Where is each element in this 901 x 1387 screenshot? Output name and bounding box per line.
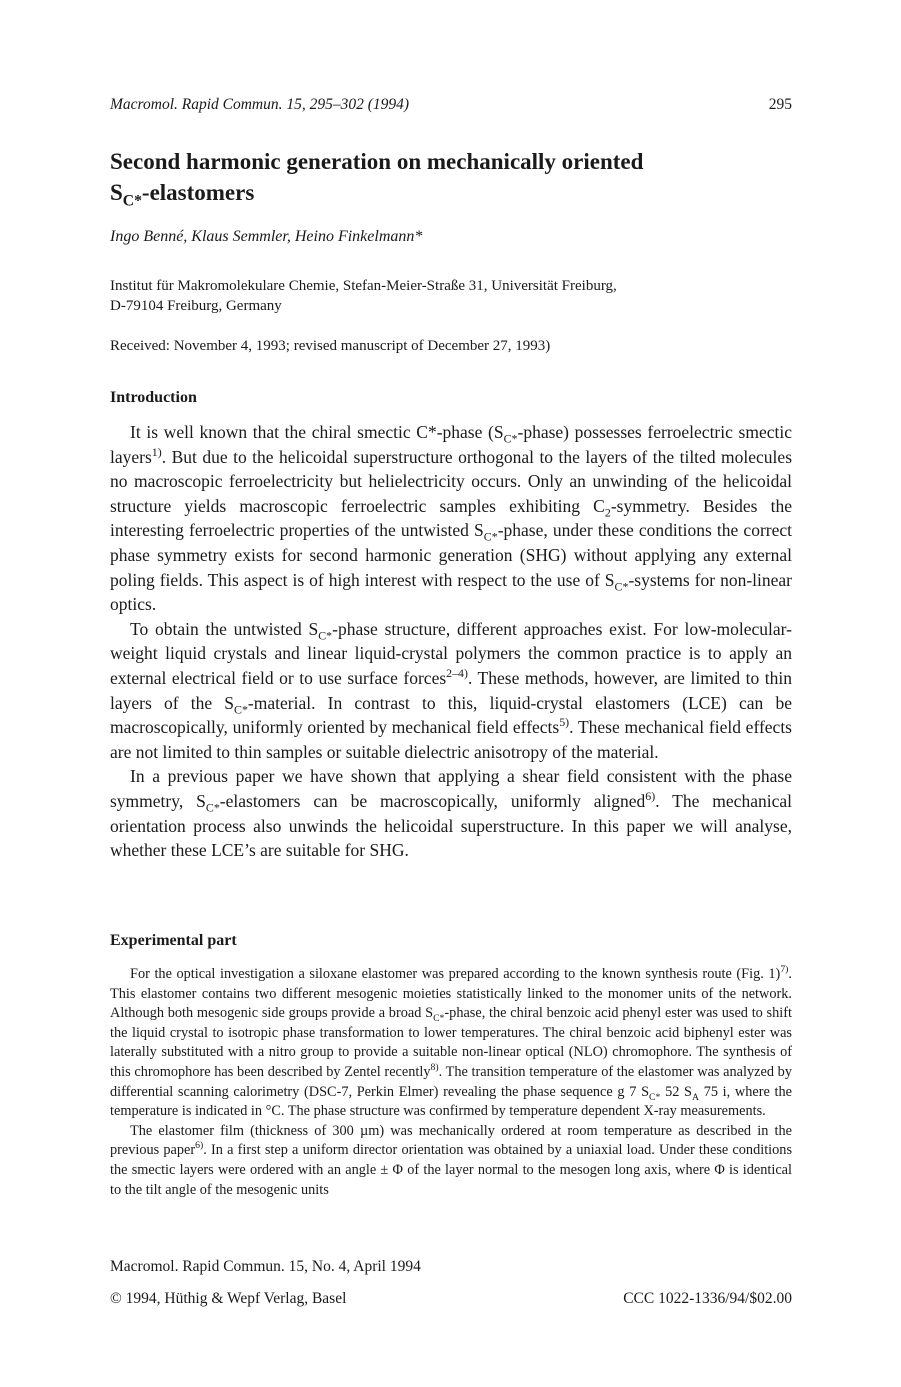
intro-paragraph-2: To obtain the untwisted $S_{C*}$-phase structure, different approaches exist. For low-molecular-weight liquid crystals and linear liquid-crystal polymers the common practice is to apply an external electrical field or to use surface forces$^{2-4)}$. These methods, however, are limited to thin layers of the $S_{C*}$-material. In contrast to this, liquid-crystal elastomers (LCE) can be macroscopically, uniformly oriented by mechanical field effects$^{5)}$. These mechanical field effects are not limited to thin samples or suitable dielectric anisotropy of the material.	[110, 618, 792, 762]
author-list: Ingo Benné, Klaus Semmler, Heino Finkelmann*	[110, 228, 423, 245]
intro-paragraph-1: It is well known that the chiral smectic C*-phase $(S_{C*}-phase)$ possesses ferroelectric smectic layers$^{1)}$. But due to the helicoidal superstructure orthogonal to the layers of the tilted molecules no macroscopic ferroelectricity but helielectricity occurs. Only an unwinding of the helicoidal structure yields macroscopic ferroelectric samples exhibiting $C_2$-symmetry. Besides the interesting ferroelectric properties of the untwisted $S_{C*}$-phase, under these conditions the correct phase symmetry exists for second harmonic generation (SHG) without applying any external poling fields. This aspect is of high interest with respect to the use of $S_{C*}$-systems for non-linear optics.	[110, 422, 792, 615]
received-date: Received: November 4, 1993; revised manuscript of December 27, 1993)	[110, 338, 551, 354]
page-number: 295	[768, 96, 792, 113]
section-heading-experimental: Experimental part	[110, 932, 237, 949]
section-heading-introduction: Introduction	[110, 389, 197, 406]
journal-issue: Macromol. Rapid Commun. 15, No. 4, April 1994	[110, 1258, 421, 1275]
title-line-2: $S_{C*}$-elastomers	[110, 180, 255, 210]
experimental-paragraph-2: The elastomer film (thickness of 300 µm) was mechanically ordered at room temperature as described in the previous paper$^{6)}$. In a first step a uniform director orientation was obtained by a uniaxial load. Under these conditions the smectic layers were ordered with an angle ± Φ of the layer normal to the mesogen long axis, where Φ is identical to the tilt angle of the mesogenic units	[110, 1122, 793, 1198]
experimental-paragraph-1: For the optical investigation a siloxane elastomer was prepared according to the known synthesis route (Fig. 1)$^{7)}$. This elastomer contains two different mesogenic moieties statistically linked to the monomer units of the network. Although both mesogenic side groups provide a broad $S_{C*}$-phase, the chiral benzoic acid phenyl ester was used to shift the liquid crystal to isotropic phase transformation to lower temperatures. The chiral benzoic acid biphenyl ester was laterally substituted with a nitro group to provide a suitable non-linear optical (NLO) chromophore. The synthesis of this chromophore has been described by Zentel recently$^{8)}$. The transition temperature of the elastomer was analyzed by differential scanning calorimetry (DSC-7, Perkin Elmer) revealing the phase sequence g 7 $S_{C*}$ 52 $S_A$ 75 i, where the temperature is indicated in °C. The phase structure was confirmed by temperature dependent X-ray measurements.	[110, 964, 792, 1120]
introduction-text	[110, 420, 792, 863]
affiliation: Institut für Makromolekulare Chemie, Stefan-Meier-Straße 31, Universität Freiburg, D-79104 Freiburg, Germany	[110, 278, 617, 314]
title-line-1: Second harmonic generation on mechanically oriented	[110, 149, 644, 174]
experimental-text	[110, 965, 792, 1200]
article-title	[110, 146, 792, 208]
footer	[110, 1290, 792, 1308]
running-head	[110, 96, 792, 114]
ccc-code: CCC 1022-1336/94/$02.00	[623, 1290, 792, 1307]
intro-paragraph-3: In a previous paper we have shown that applying a shear field consistent with the phase symmetry, $S_{C*}$-elastomers can be macroscopically, uniformly aligned$^{6)}$. The mechanical orientation process also unwinds the helicoidal superstructure. In this paper we will analyse, whether these LCE’s are suitable for SHG.	[110, 766, 792, 861]
journal-citation: Macromol. Rapid Commun. 15, 295–302 (1994)	[110, 96, 410, 113]
copyright: © 1994, Hüthig & Wepf Verlag, Basel	[110, 1290, 347, 1307]
